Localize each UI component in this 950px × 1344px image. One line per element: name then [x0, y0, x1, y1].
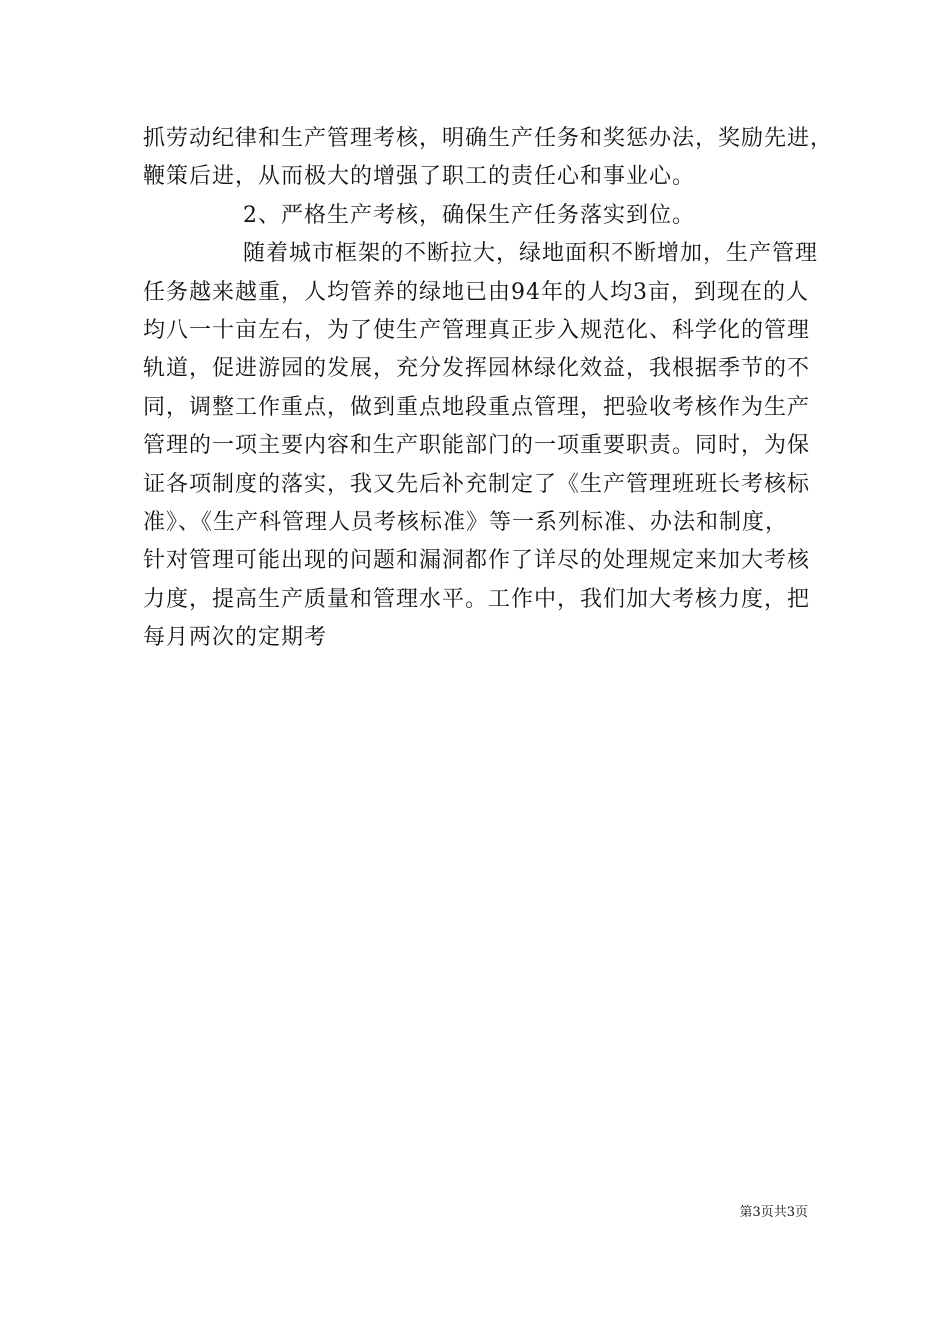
text-line: 任务越来越重，人均管养的绿地已由94年的人均3亩，到现在的人 — [143, 279, 809, 305]
text-line: 针对管理可能出现的问题和漏洞都作了详尽的处理规定来加大考核 — [143, 548, 811, 574]
section-heading: 2、严格生产考核，确保生产任务落实到位。 — [243, 202, 695, 228]
text-line: 证各项制度的落实，我又先后补充制定了《生产管理班班长考核标 — [143, 471, 811, 497]
body-text — [143, 120, 833, 657]
text-line: 同，调整工作重点，做到重点地段重点管理，把验收考核作为生产 — [143, 394, 811, 420]
text-line: 管理的一项主要内容和生产职能部门的一项重要职责。同时，为保 — [143, 433, 811, 459]
text-line: 抓劳动纪律和生产管理考核，明确生产任务和奖惩办法，奖励先进， — [143, 126, 834, 151]
text-line: 轨道，促进游园的发展，充分发挥园林绿化效益，我根据季节的不 — [143, 356, 811, 382]
text-line: 均八一十亩左右，为了使生产管理真正步入规范化、科学化的管理 — [143, 317, 811, 343]
text-line: 每月两次的定期考 — [143, 625, 328, 651]
text-line: 鞭策后进，从而极大的增强了职工的责任心和事业心。 — [143, 164, 696, 190]
page-number-footer: 第3页共3页 — [739, 1205, 808, 1220]
text-line: 力度，提高生产质量和管理水平。工作中，我们加大考核力度，把 — [143, 586, 811, 612]
text-line: 准》、《生产科管理人员考核标准》等一系列标准、办法和制度， — [143, 509, 789, 535]
paragraph-first-line: 随着城市框架的不断拉大，绿地面积不断增加，生产管理 — [243, 241, 819, 267]
